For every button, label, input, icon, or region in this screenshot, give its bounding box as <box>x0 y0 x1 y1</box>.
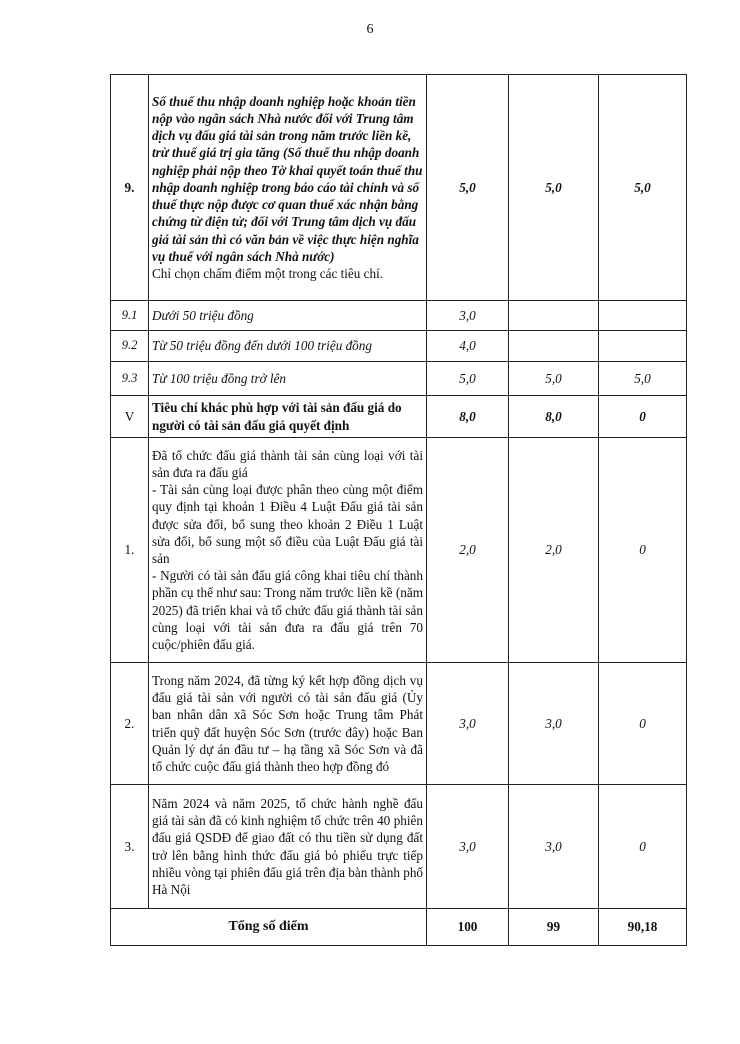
score-1: 3,0 <box>509 785 599 909</box>
row-number: 9. <box>111 75 149 301</box>
total-1: 99 <box>509 909 599 946</box>
criterion-text <box>149 75 427 301</box>
score-2: 0 <box>599 663 687 785</box>
table-row <box>111 75 687 301</box>
table-row <box>111 438 687 663</box>
score-1: 8,0 <box>509 396 599 438</box>
row-number: 3. <box>111 785 149 909</box>
row-number: 9.1 <box>111 301 149 331</box>
scoring-table <box>110 74 687 946</box>
criterion-paragraph: - Người có tài sản đấu giá công khai tiêu chí thành phần cụ thể như sau: Trong năm trước liền kề (năm 2025) đã triển khai và tổ chức đấu giá thành tài sản cùng loại với tài sản đưa ra đấu giá trên 70 cuộc/phiên đấu giá. <box>152 568 423 653</box>
score-max: 5,0 <box>427 362 509 396</box>
score-max: 2,0 <box>427 438 509 663</box>
score-max: 5,0 <box>427 75 509 301</box>
page-number: 6 <box>366 22 374 37</box>
score-2 <box>599 331 687 362</box>
score-max: 3,0 <box>427 785 509 909</box>
score-max: 4,0 <box>427 331 509 362</box>
criterion-paragraph: - Tài sản cùng loại được phân theo cùng một điểm quy định tại khoản 1 Điều 4 Luật Đấu giá tài sản được sửa đổi, bổ sung theo khoản 2 Điều 1 Luật sửa đổi, bổ sung một số điều của Luật Đấu giá tài sản <box>152 482 423 566</box>
table-row <box>111 331 687 362</box>
score-2: 0 <box>599 785 687 909</box>
criterion-text: Tiêu chí khác phù hợp với tài sản đấu giá do người có tài sản đấu giá quyết định <box>149 396 427 438</box>
score-1 <box>509 331 599 362</box>
table-row <box>111 396 687 438</box>
row-number: 9.2 <box>111 331 149 362</box>
criterion-note: Chỉ chọn chấm điểm một trong các tiêu chí. <box>152 265 384 281</box>
criterion-text: Dưới 50 triệu đồng <box>149 301 427 331</box>
score-2: 5,0 <box>599 75 687 301</box>
criterion-text: Năm 2024 và năm 2025, tổ chức hành nghề đấu giá tài sản đã có kinh nghiệm tổ chức trên 40 phiên đấu giá QSDĐ để giao đất có thu tiền sử dụng đất trở lên bằng hình thức đấu giá bỏ phiếu trực tiếp nhiều vòng tại phiên đấu giá trên địa bàn thành phố Hà Nội <box>149 785 427 909</box>
score-max: 3,0 <box>427 301 509 331</box>
score-1: 5,0 <box>509 75 599 301</box>
total-label: Tổng số điểm <box>111 909 427 946</box>
criterion-text <box>149 438 427 663</box>
table-row <box>111 785 687 909</box>
criterion-title: Số thuế thu nhập doanh nghiệp hoặc khoản tiền nộp vào ngân sách Nhà nước đối với Trung tâm dịch vụ đấu giá tài sản trong năm trước liền kề, trừ thuế giá trị gia tăng (Số thuế thu nhập doanh nghiệp phải nộp theo Tờ khai quyết toán thuế thu nhập doanh nghiệp trong báo cáo tài chính và số thuế thực nộp được cơ quan thuế xác nhận bằng chứng từ điện tử; đối với Trung tâm dịch vụ đấu giá tài sản thì có văn bản về việc thực hiện nghĩa vụ thuế với ngân sách Nhà nước) <box>152 93 423 264</box>
score-1: 2,0 <box>509 438 599 663</box>
criterion-text: Từ 100 triệu đồng trở lên <box>149 362 427 396</box>
score-1: 3,0 <box>509 663 599 785</box>
row-number: 9.3 <box>111 362 149 396</box>
score-2: 0 <box>599 438 687 663</box>
score-2: 5,0 <box>599 362 687 396</box>
score-1: 5,0 <box>509 362 599 396</box>
total-max: 100 <box>427 909 509 946</box>
criterion-text: Từ 50 triệu đồng đến dưới 100 triệu đồng <box>149 331 427 362</box>
row-number: 1. <box>111 438 149 663</box>
table-row <box>111 301 687 331</box>
table-row <box>111 663 687 785</box>
score-2 <box>599 301 687 331</box>
criterion-text: Trong năm 2024, đã từng ký kết hợp đồng dịch vụ đấu giá tài sản với người có tài sản đấu giá (Ủy ban nhân dân xã Sóc Sơn hoặc Trung tâm Phát triển quỹ đất huyện Sóc Sơn (trước đây) hoặc Ban Quản lý dự án đầu tư – hạ tầng xã Sóc Sơn và đã tổ chức cuộc đấu giá thành theo hợp đồng đó <box>149 663 427 785</box>
total-2: 90,18 <box>599 909 687 946</box>
criterion-paragraph: Đã tổ chức đấu giá thành tài sản cùng loại với tài sản đưa ra đấu giá <box>152 447 423 480</box>
row-number: V <box>111 396 149 438</box>
total-row <box>111 909 687 946</box>
score-max: 3,0 <box>427 663 509 785</box>
score-2: 0 <box>599 396 687 438</box>
score-1 <box>509 301 599 331</box>
row-number: 2. <box>111 663 149 785</box>
table-row <box>111 362 687 396</box>
score-max: 8,0 <box>427 396 509 438</box>
